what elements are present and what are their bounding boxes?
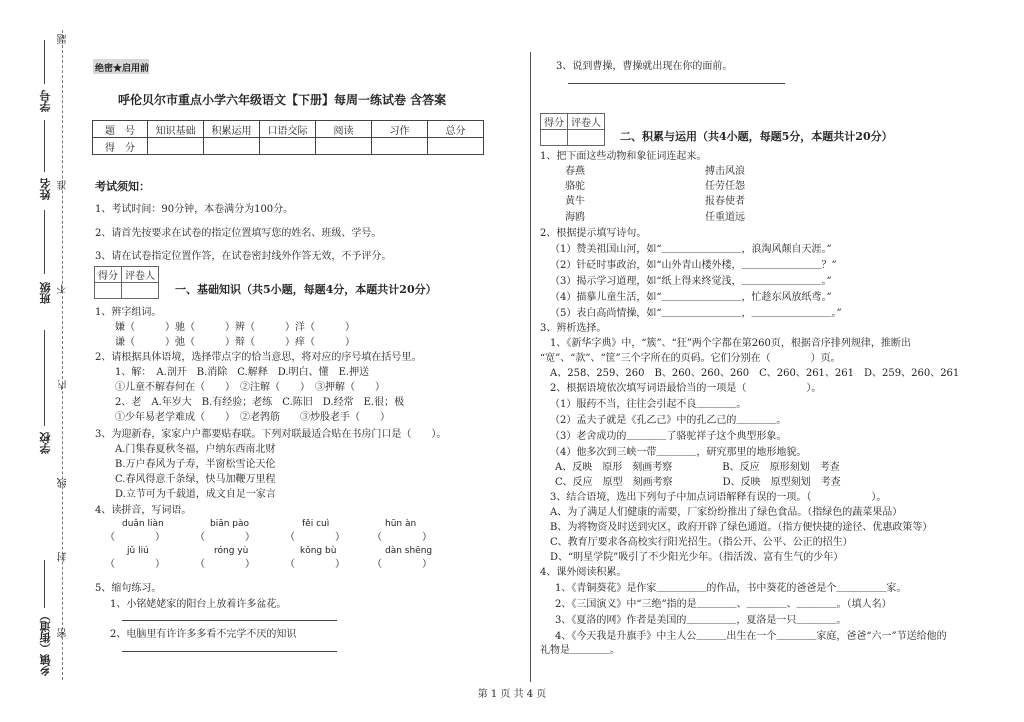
answer-line[interactable] [568, 83, 785, 84]
score-input-cell[interactable] [204, 138, 260, 155]
section2-title: 二、积累与运用（共4小题，每题5分，本题共计20分） [620, 130, 893, 143]
symbol-item: 报春使者 [705, 196, 745, 207]
r-line: （3）揭示学习道理，如“纸上得来终觉浅，＿＿＿＿＿＿＿＿。” [545, 276, 832, 287]
animal-item: 骆驼 [565, 181, 585, 192]
s1-line: 1、辨字组词。 [95, 307, 162, 318]
margin-char-zhun: 准 [58, 180, 69, 190]
score-table-score-row [93, 138, 484, 155]
pinyin: hūn àn [385, 519, 417, 529]
grader-reviewer-cell[interactable] [122, 283, 159, 299]
column-divider [530, 52, 531, 682]
grader-score-label: 得分 [95, 267, 122, 283]
score-header-cell: 口语交际 [260, 121, 316, 138]
pinyin: duǎn liàn [122, 519, 164, 529]
section1-title: 一、基础知识（共5小题，每题4分，本题共计20分） [175, 283, 437, 296]
margin-char-xian: 线 [58, 478, 69, 488]
answer-bracket[interactable]: （ ） [105, 559, 165, 570]
r-line: 2、根据语境依次填写词语最恰当的一项是（ ）。 [540, 383, 822, 394]
pinyin: fěi cuì [302, 519, 330, 529]
answer-bracket[interactable]: （ ） [195, 532, 255, 543]
grader-score-cell[interactable] [541, 130, 568, 146]
s1-line: D.立节可为千载道，成文自足一家言 [95, 489, 276, 500]
s1-line: 1、解： A.剖开 B.消除 C.解释 D.明白、懂 E.押送 [95, 367, 370, 378]
animal-item: 海鸥 [565, 212, 585, 223]
answer-bracket[interactable]: （ ） [285, 559, 345, 570]
r-line: 礼物是＿＿＿＿。 [540, 645, 620, 656]
s1-q5: 5、缩句练习。 [95, 583, 162, 594]
name-line [44, 120, 45, 172]
r-line: （4）描摹儿童生活，如“＿＿＿＿＿＿＿＿，忙趁东风放纸鸢。” [545, 292, 832, 303]
s1-q5-1: 1、小铭姥姥家的阳台上放着许多盆花。 [110, 599, 287, 610]
r-line: （4）他多次到三峡一带＿＿＿＿，研究那里的地形地貌。 [545, 447, 807, 458]
notice-item: 2、请首先按要求在试卷的指定位置填写您的姓名、班级、学号。 [95, 228, 382, 239]
score-header-cell: 阅读 [316, 121, 372, 138]
pinyin: biān pào [210, 519, 250, 529]
s1-line: 3、为迎新春，家家户户都要贴春联。下列对联最适合贴在书房门口是（ ）。 [95, 429, 447, 440]
score-input-cell[interactable] [428, 138, 484, 155]
pinyin: kǒng bù [300, 546, 337, 556]
s1-line: A.门集春夏秋冬福，户纳东西南北财 [95, 444, 276, 455]
class-line [44, 210, 45, 274]
symbol-item: 搏击风浪 [705, 166, 745, 177]
grader-score-cell[interactable] [95, 283, 122, 299]
grader-score-label: 得分 [541, 114, 568, 130]
r-line: （3）老舍成功的＿＿＿＿了骆驼祥子这个典型形象。 [545, 431, 787, 442]
town-label: 乡镇（街道） [39, 610, 52, 676]
answer-bracket[interactable]: （ ） [195, 559, 255, 570]
animal-item: 黄牛 [565, 196, 585, 207]
r-line: D、“明星学院”吸引了不少阳光少年。（指活泼、富有生气的少年） [540, 552, 844, 563]
seal-line [62, 30, 63, 680]
r-line: （1）服药不当，往往会引起不良＿＿＿＿。 [545, 399, 747, 410]
s1-line: 2、请根据具体语境，选择带点字的恰当意思，将对应的序号填在括号里。 [95, 352, 422, 363]
score-header-cell: 习作 [372, 121, 428, 138]
margin-char-mi: 密 [58, 628, 69, 638]
pinyin: dàn shēng [385, 546, 433, 556]
r-line: C、反应 原型 刻画考察 D、反映 原型刻划 考查 [545, 477, 841, 488]
r-line: 1、《青铜葵花》是作家＿＿＿＿＿的作品，书中葵花的爸爸是个＿＿＿＿＿家。 [545, 583, 907, 594]
answer-bracket[interactable]: （ ） [372, 532, 432, 543]
symbol-item: 任重道远 [705, 212, 745, 223]
pinyin: jǔ liú [127, 546, 149, 556]
r-line: “宽”、“款”、“筐”三个字所在的页码。它们分别在（ ）页。 [540, 353, 841, 364]
r-line: C、教育厅要求各高校实行阳光招生。（指公开、公平、公正的招生） [540, 537, 853, 548]
s1-line: 4、读拼音，写词语。 [95, 505, 192, 516]
r-line: 3、《夏洛的网》作者是美国的＿＿＿＿＿，夏洛是一只＿＿＿＿。 [545, 615, 847, 626]
score-input-cell[interactable] [316, 138, 372, 155]
answer-bracket[interactable]: （ ） [105, 532, 165, 543]
class-label: 班级 [39, 282, 52, 304]
grader-reviewer-cell[interactable] [568, 130, 605, 146]
answer-line[interactable] [122, 651, 337, 652]
score-table [92, 120, 484, 155]
school-label: 学校 [39, 432, 52, 454]
pinyin: róng yù [214, 546, 249, 556]
r-line: A、反映 原形 刻画考察 B、反应 原形刻划 考查 [545, 462, 840, 473]
answer-bracket[interactable]: （ ） [285, 532, 345, 543]
notice-item: 1、考试时间：90分钟，本卷满分为100分。 [95, 204, 294, 215]
s1-line: 谦（ ）弛（ ）辩（ ）痒（ ） [95, 337, 355, 348]
name-label: 姓名 [39, 178, 52, 200]
page-title: 呼伦贝尔市重点小学六年级语文【下册】每周一练试卷 含答案 [118, 93, 447, 107]
score-row-label: 得 分 [93, 138, 148, 155]
student-id-label: 学号 [39, 90, 52, 112]
margin-char-bu: 不 [58, 284, 69, 294]
score-input-cell[interactable] [372, 138, 428, 155]
r-line: 3、结合语境，选出下列句子中加点词语解释有误的一项。（ ）。 [540, 492, 887, 503]
r-line: A、为了满足人们健康的需要，厂家纷纷推出了绿色食品。（指绿色的蔬菜果品） [540, 507, 903, 518]
notice-item: 3、请在试卷指定位置作答，在试卷密封线外作答无效，不予评分。 [95, 251, 392, 262]
score-header-cell: 知识基础 [148, 121, 204, 138]
r-line: （1）赞美祖国山河，如“＿＿＿＿＿＿＿＿，浪淘风颠自天涯。” [545, 244, 832, 255]
s1-line: 嫌（ ）驰（ ）辨（ ）洋（ ） [95, 322, 355, 333]
s1-line: ①儿童不解春何在（ ） ②注解（ ） ③押解（ ） [95, 382, 385, 393]
s1-q5-2: 2、电脑里有许许多多看不完学不厌的知识 [110, 629, 297, 640]
margin-char-ti: 题 [58, 34, 69, 44]
symbol-item: 任劳任怨 [705, 181, 745, 192]
student-id-line [44, 40, 45, 84]
r-line: A、258、259、260 B、260、260、260 C、260、261、261 D、259、260、261 [540, 368, 960, 379]
animal-item: 春燕 [565, 166, 585, 177]
s1-line: C.春风得意千条绿，快马加鞭万里程 [95, 474, 276, 485]
school-line [44, 330, 45, 426]
score-table-header-row [93, 121, 484, 138]
score-header-cell: 总分 [428, 121, 484, 138]
s1-line: ①少年易老学难成（ ） ②老鹁筋 ③炒股老手（ ） [95, 412, 390, 423]
r-line: 3、辨析选择。 [540, 323, 607, 334]
page-footer: 第 1 页 共 4 页 [477, 689, 547, 700]
r-line: 1、《新华字典》中，“簇”、“狂”两个字都在第260页，根据音序排列规律，推断出 [540, 338, 911, 349]
margin-char-feng: 封 [58, 552, 69, 562]
notice-title: 考试须知： [95, 180, 150, 193]
r-line: 4、《今天我是升旗手》中主人公＿＿＿出生在一个＿＿＿＿家庭，爸爸“六一”节送给他的 [545, 631, 947, 642]
r-line: （5）表白高尚情操，如“＿＿＿＿＿＿＿＿，＿＿＿＿＿＿＿＿。” [545, 308, 842, 319]
r-line: （2）针砭时事政治，如“山外青山楼外楼，＿＿＿＿＿＿＿＿？” [545, 260, 837, 271]
score-input-cell[interactable] [260, 138, 316, 155]
grader-reviewer-label: 评卷人 [122, 267, 159, 283]
s1-line: 2、老 A.年岁大 B.有经验；老练 C.陈旧 D.经常 E.很；极 [95, 397, 405, 408]
margin-char-nei: 内 [58, 380, 69, 390]
r-line: 4、课外阅读积累。 [540, 567, 627, 578]
grader-box [94, 266, 159, 299]
s1-line: B.万户春风为子寿，半窗松雪论天伦 [95, 459, 276, 470]
town-line [44, 560, 45, 608]
grader-box-2 [540, 113, 605, 146]
r-line: 2、《三国演义》中“三绝”指的是＿＿＿＿、＿＿＿＿、＿＿＿＿。（填人名） [545, 599, 892, 610]
grader-reviewer-label: 评卷人 [568, 114, 605, 130]
answer-bracket[interactable]: （ ） [372, 559, 432, 570]
r-line: B、为将物资及时送到灾区，政府开辟了绿色通道。（指方便快捷的途径、优惠政策等） [540, 522, 933, 533]
r-line: 2、根据提示填写诗句。 [540, 228, 647, 239]
answer-line[interactable] [122, 620, 337, 621]
secret-stamp: 绝密★启用前 [93, 59, 149, 74]
score-input-cell[interactable] [148, 138, 204, 155]
r-line: 1、把下面这些动物和象征词连起来。 [540, 151, 707, 162]
score-header-cell: 积累运用 [204, 121, 260, 138]
score-header-cell: 题 号 [93, 121, 148, 138]
r-line: （2）孟夫子就是《孔乙己》中的孔乙己的＿＿＿＿。 [545, 415, 787, 426]
r-q3-top: 3、说到曹操，曹操就出现在你的面前。 [556, 61, 733, 72]
